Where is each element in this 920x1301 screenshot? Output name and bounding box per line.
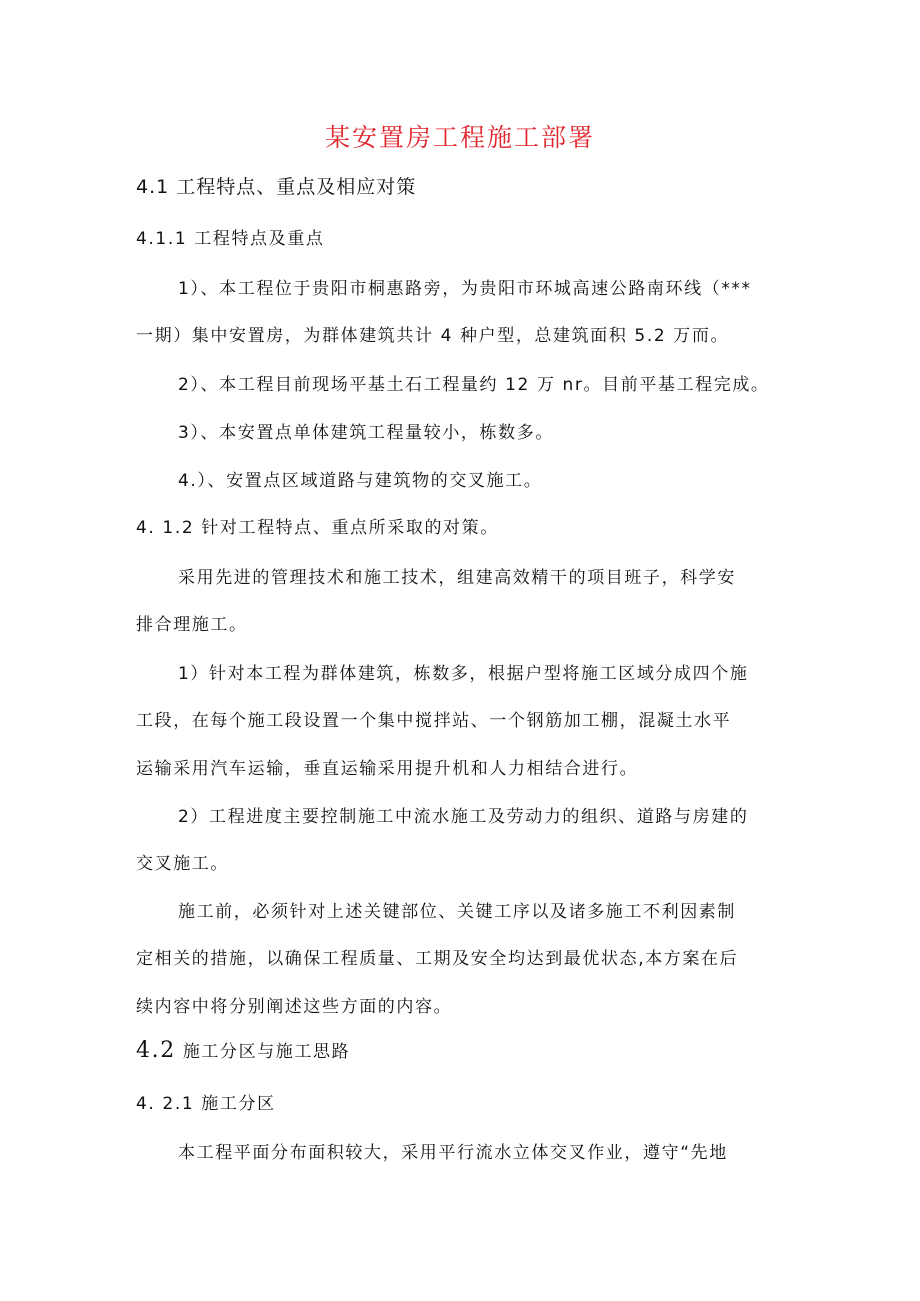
heading-4-2 bbox=[136, 1037, 350, 1063]
paragraph-5-line-1: 采用先进的管理技术和施工技术，组建高效精干的项目班子，科学安 bbox=[178, 568, 736, 588]
paragraph-6-line-3: 运输采用汽车运输，垂直运输采用提升机和人力相结合进行。 bbox=[136, 759, 639, 779]
paragraph-7-line-1: 2）工程进度主要控制施工中流水施工及劳动力的组织、道路与房建的 bbox=[178, 807, 749, 827]
paragraph-1-line-1: 1）、本工程位于贵阳市桐惠路旁，为贵阳市环城高速公路南环线（*** bbox=[178, 279, 752, 299]
paragraph-7-line-2: 交叉施工。 bbox=[136, 854, 229, 874]
paragraph-6-line-2: 工段，在每个施工段设置一个集中搅拌站、一个钢筋加工棚，混凝土水平 bbox=[136, 711, 732, 731]
paragraph-1-line-2: 一期）集中安置房，为群体建筑共计 4 种户型，总建筑面积 5.2 万而。 bbox=[136, 326, 730, 346]
document-title: 某安置房工程施工部署 bbox=[324, 123, 595, 152]
heading-4-2-text: 施工分区与施工思路 bbox=[182, 1042, 351, 1062]
heading-4-1-1: 4.1.1 工程特点及重点 bbox=[136, 229, 325, 249]
paragraph-6-line-1: 1）针对本工程为群体建筑，栋数多，根据户型将施工区域分成四个施 bbox=[178, 664, 749, 684]
paragraph-9-line-1: 本工程平面分布面积较大，采用平行流水立体交叉作业，遵守“先地 bbox=[178, 1143, 728, 1163]
heading-4-1-2: 4. 1.2 针对工程特点、重点所采取的对策。 bbox=[136, 518, 499, 538]
paragraph-3: 3）、本安置点单体建筑工程量较小，栋数多。 bbox=[178, 423, 554, 443]
heading-4-2-1: 4. 2.1 施工分区 bbox=[136, 1094, 276, 1114]
paragraph-4: 4.）、安置点区域道路与建筑物的交叉施工。 bbox=[178, 471, 543, 491]
heading-4-1: 4.1 工程特点、重点及相应对策 bbox=[136, 176, 417, 198]
paragraph-8-line-1: 施工前，必须针对上述关键部位、关键工序以及诸多施工不利因素制 bbox=[178, 902, 736, 922]
paragraph-8-line-3: 续内容中将分别阐述这些方面的内容。 bbox=[136, 997, 453, 1017]
paragraph-2: 2）、本工程目前现场平基土石工程量约 12 万 nr。目前平基工程完成。 bbox=[178, 375, 770, 395]
paragraph-5-line-2: 排合理施工。 bbox=[136, 615, 248, 635]
paragraph-8-line-2: 定相关的措施，以确保工程质量、工期及安全均达到最优状态,本方案在后 bbox=[136, 949, 739, 969]
heading-4-2-number: 4.2 bbox=[136, 1038, 176, 1063]
